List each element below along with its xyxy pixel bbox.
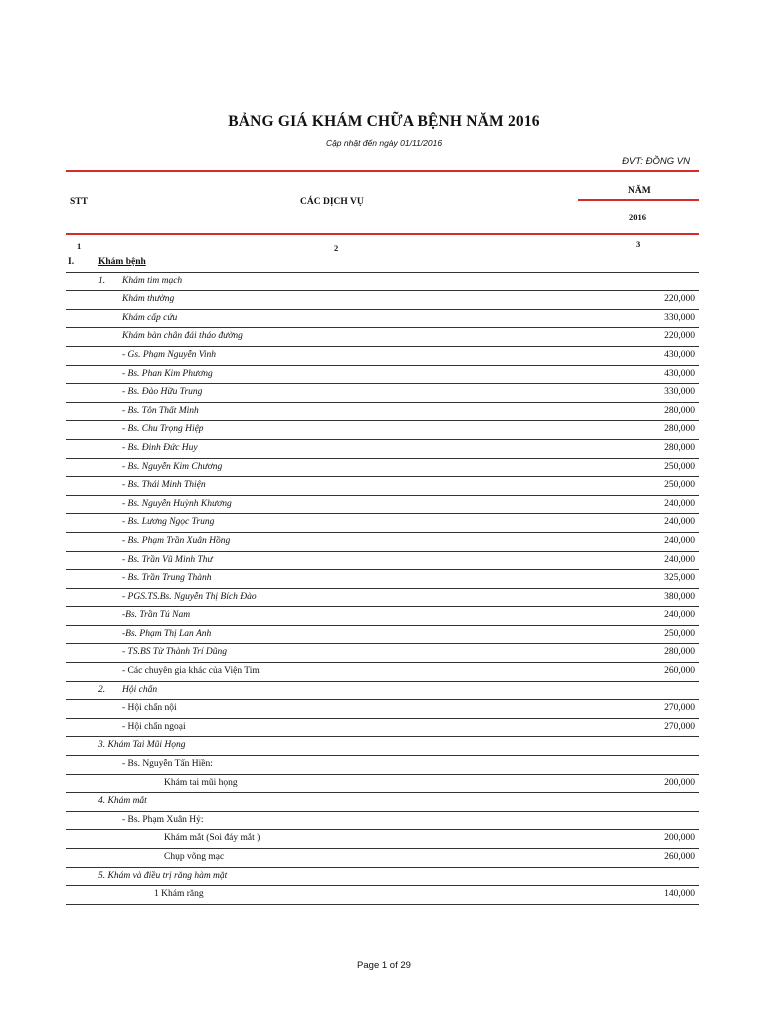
row-service-name: - Bs. Đinh Đức Huy: [122, 442, 198, 453]
row-price: 250,000: [664, 628, 695, 639]
row-service-name: - Bs. Nguyễn Kim Chương: [122, 461, 223, 472]
table-row: [66, 273, 699, 292]
table-row: [66, 514, 699, 533]
table-row: [66, 477, 699, 496]
row-service-name: Hội chẩn: [122, 684, 158, 695]
row-price: 240,000: [664, 517, 695, 528]
row-stt: 2.: [98, 684, 106, 695]
header-year: 2016: [629, 212, 646, 222]
row-price: 250,000: [664, 461, 695, 472]
row-service-name: - Gs. Phạm Nguyễn Vinh: [122, 349, 217, 360]
table-row: [66, 737, 699, 756]
row-service-name: - Bs. Lương Ngọc Trung: [122, 517, 215, 528]
table-row: [66, 496, 699, 515]
header-year-label: NĂM: [628, 186, 651, 196]
row-price: 260,000: [664, 666, 695, 677]
row-price: 270,000: [664, 703, 695, 714]
header-services: CÁC DỊCH VỤ: [300, 197, 364, 207]
table-row: [66, 533, 699, 552]
table-row: [66, 570, 699, 589]
table-row: [66, 700, 699, 719]
row-service-name: 4. Khám mắt: [98, 796, 147, 807]
row-stt: 1.: [98, 275, 106, 286]
header-top-rule: [66, 170, 699, 172]
row-service-name: - Bs. Trần Trung Thành: [122, 573, 212, 584]
row-price: 240,000: [664, 610, 695, 621]
row-price: 240,000: [664, 535, 695, 546]
row-service-name: -Bs. Phạm Thị Lan Anh: [122, 628, 212, 639]
page-number: Page 1 of 29: [357, 960, 411, 971]
row-service-name: - Bs. Phạm Trần Xuân Hồng: [122, 535, 231, 546]
row-service-name: - Bs. Trần Vũ Minh Thư: [122, 554, 213, 565]
row-price: 330,000: [664, 312, 695, 323]
row-service-name: Chụp võng mạc: [164, 852, 225, 862]
table-row: [66, 347, 699, 366]
column-number-3: 3: [636, 239, 641, 249]
row-price: 280,000: [664, 424, 695, 435]
row-service-name: Khám bàn chân đái tháo đường: [122, 331, 243, 342]
row-service-name: Khám bệnh: [98, 257, 146, 267]
table-row: [66, 775, 699, 794]
row-service-name: - Bs. Thái Minh Thiện: [122, 480, 206, 491]
row-price: 280,000: [664, 405, 695, 416]
row-service-name: - Các chuyên gia khác của Viện Tim: [122, 666, 260, 677]
row-price: 270,000: [664, 721, 695, 732]
header-bottom-rule: [66, 233, 699, 235]
table-row: [66, 849, 699, 868]
row-price: 220,000: [664, 331, 695, 342]
row-price: 330,000: [664, 387, 695, 398]
table-row: [66, 384, 699, 403]
table-row: [66, 682, 699, 701]
row-service-name: - Bs. Đào Hữu Trung: [122, 387, 203, 398]
table-row: [66, 663, 699, 682]
table-row: [66, 886, 699, 905]
row-stt: I.: [68, 257, 75, 267]
table-row: [66, 366, 699, 385]
row-service-name: - Bs. Nguyễn Huỳnh Khương: [122, 498, 232, 509]
column-number-1: 1: [77, 241, 82, 251]
table-row: [66, 868, 699, 887]
table-row: [66, 421, 699, 440]
table-row: [66, 328, 699, 347]
row-service-name: - PGS.TS.Bs. Nguyễn Thị Bích Đào: [122, 591, 257, 602]
row-price: 430,000: [664, 349, 695, 360]
row-service-name: - Bs. Nguyễn Tấn Hiền:: [122, 759, 213, 770]
row-price: 220,000: [664, 294, 695, 305]
row-price: 280,000: [664, 442, 695, 453]
table-row: [66, 589, 699, 608]
column-number-2: 2: [334, 243, 339, 253]
table-row: [66, 310, 699, 329]
table-row: [66, 719, 699, 738]
row-price: 380,000: [664, 591, 695, 602]
row-price: 240,000: [664, 554, 695, 565]
table-row: [66, 626, 699, 645]
table-row: [66, 812, 699, 831]
update-date: Cập nhật đến ngày 01/11/2016: [325, 138, 443, 148]
table-row: [66, 756, 699, 775]
table-row: [66, 793, 699, 812]
row-price: 140,000: [664, 889, 695, 900]
row-service-name: Khám thường: [122, 294, 175, 305]
price-table: [66, 254, 699, 905]
table-row: [66, 830, 699, 849]
row-service-name: Khám tim mạch: [122, 275, 183, 286]
row-service-name: - Hội chẩn ngoại: [122, 721, 186, 732]
row-service-name: - TS.BS Từ Thành Trí Dũng: [122, 647, 227, 658]
row-service-name: 1 Khám răng: [154, 889, 204, 900]
row-service-name: - Bs. Phan Kim Phương: [122, 368, 213, 379]
row-service-name: - Hội chẩn nội: [122, 703, 177, 714]
row-price: 280,000: [664, 647, 695, 658]
table-row: [66, 254, 699, 273]
row-service-name: - Bs. Tôn Thất Minh: [122, 405, 199, 416]
row-service-name: 5. Khám và điều trị răng hàm mặt: [98, 870, 228, 881]
row-service-name: Khám mắt (Soi đáy mắt ): [164, 833, 261, 844]
row-price: 260,000: [664, 852, 695, 862]
row-price: 325,000: [664, 573, 695, 584]
table-row: [66, 291, 699, 310]
header-year-rule: [578, 199, 699, 201]
header-stt: STT: [70, 197, 88, 207]
row-price: 200,000: [664, 777, 695, 788]
row-price: 250,000: [664, 480, 695, 491]
table-row: [66, 607, 699, 626]
row-price: 240,000: [664, 498, 695, 509]
row-service-name: - Bs. Chu Trọng Hiệp: [122, 424, 204, 435]
table-row: [66, 440, 699, 459]
table-row: [66, 459, 699, 478]
row-service-name: Khám tai mũi họng: [164, 777, 238, 788]
currency-unit: ĐVT: ĐỒNG VN: [622, 156, 690, 167]
page-title: BẢNG GIÁ KHÁM CHỮA BỆNH NĂM 2016: [228, 113, 540, 130]
row-service-name: - Bs. Phạm Xuân Hỷ:: [122, 814, 204, 825]
row-service-name: 3. Khám Tai Mũi Họng: [98, 740, 186, 751]
row-price: 200,000: [664, 833, 695, 844]
table-row: [66, 403, 699, 422]
row-service-name: -Bs. Trần Tú Nam: [122, 610, 191, 621]
row-price: 430,000: [664, 368, 695, 379]
table-row: [66, 552, 699, 571]
row-service-name: Khám cấp cứu: [122, 312, 178, 323]
table-row: [66, 644, 699, 663]
